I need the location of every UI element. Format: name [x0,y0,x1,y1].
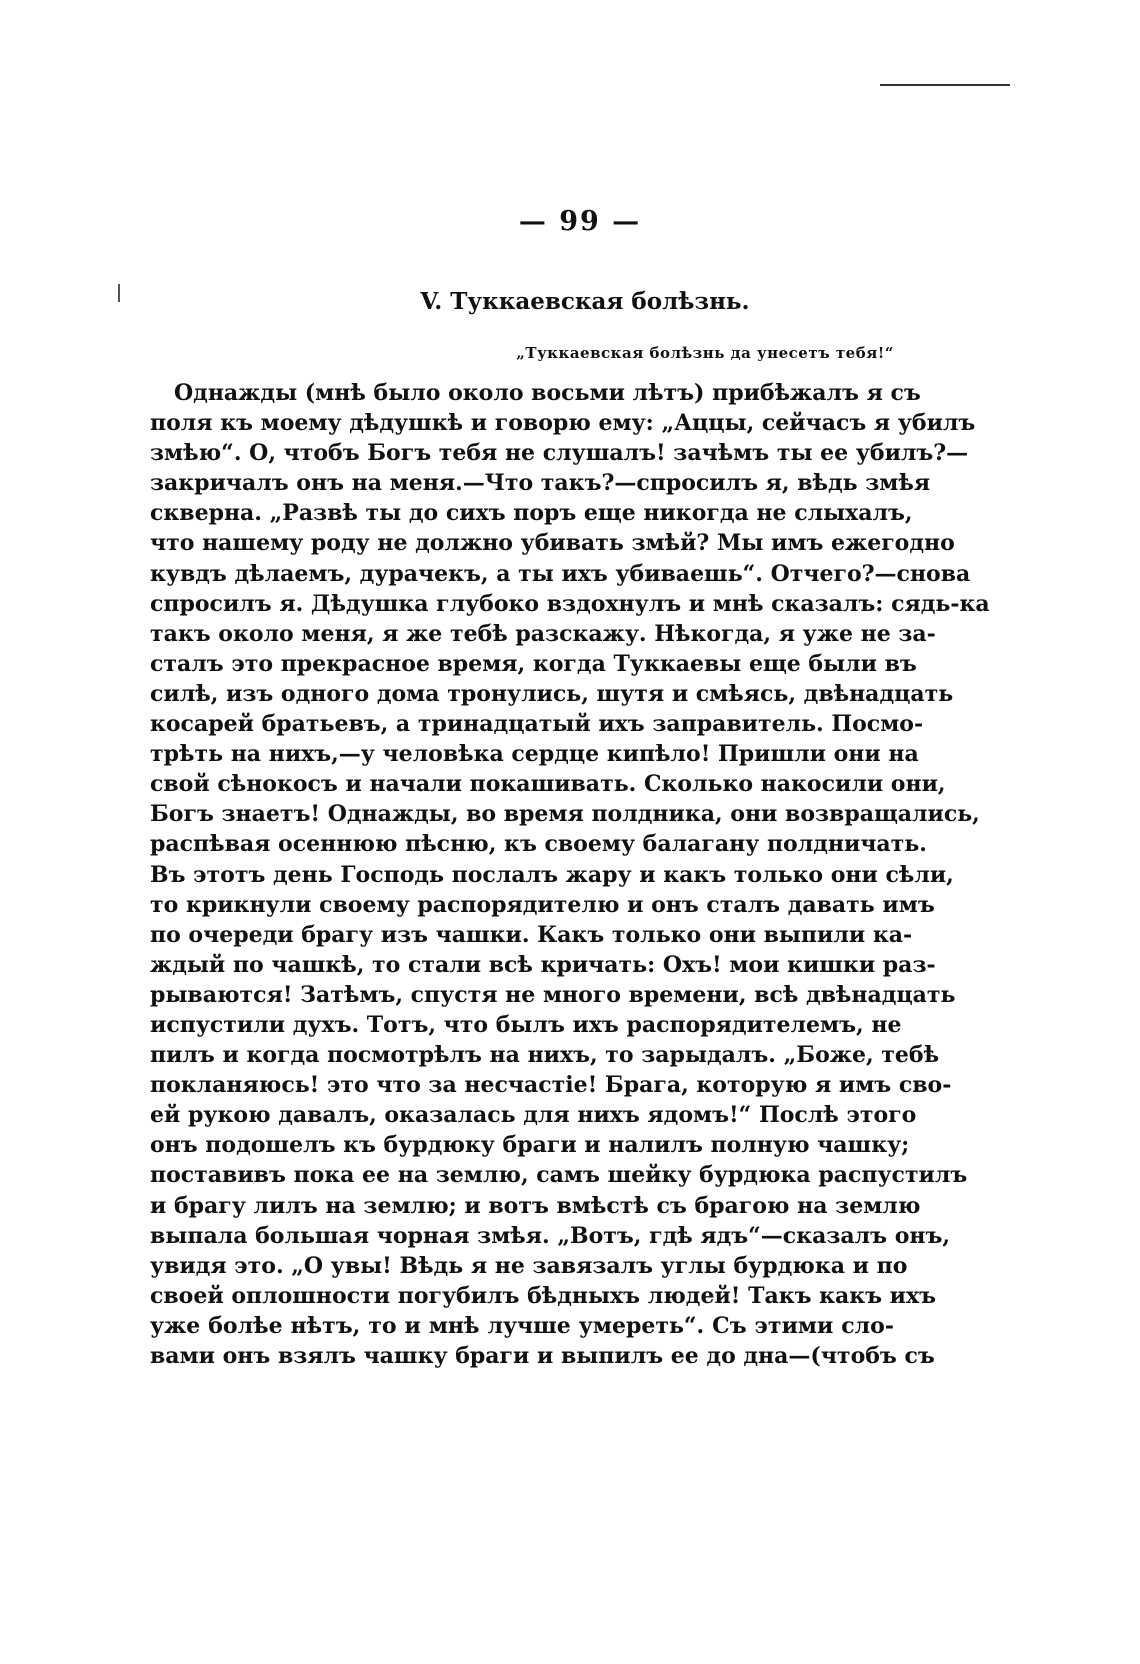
text-line: и брагу лилъ на землю; и вотъ вмѣстѣ съ брагою на землю [150,1192,921,1219]
text-line: Богъ знаетъ! Однажды, во время полдника, они возвращались, [150,801,980,828]
text-line: своей оплошности погубилъ бѣдныхъ людей! Такъ какъ ихъ [150,1282,936,1309]
text-line: то крикнули своему распорядителю и онъ сталъ давать имъ [150,891,935,918]
text-line: закричалъ онъ на меня.—Что такъ?—спросилъ я, вѣдь змѣя [150,470,931,497]
top-rule [880,84,1010,86]
text-line: змѣю“. О, чтобъ Богъ тебя не слушалъ! зачѣмъ ты ее убилъ?— [150,440,969,467]
text-line: кувдъ дѣлаемъ, дурачекъ, а ты ихъ убиваешь“. Отчего?—снова [150,560,971,587]
text-line: Однажды (мнѣ было около восьми лѣтъ) прибѣжалъ я съ [174,380,921,406]
text-line: поставивъ пока ее на землю, самъ шейку бурдюка распустилъ [150,1162,968,1189]
text-line: сталъ это прекрасное время, когда Туккаевы еще были въ [150,650,917,677]
chapter-title: V. Туккаевская болѣзнь. [420,288,750,315]
text-line: покланяюсь! это что за несчастіе! Брага, которую я имъ сво- [150,1072,952,1099]
text-line: по очереди брагу изъ чашки. Какъ только они выпили ка- [150,921,913,948]
text-line: поля къ моему дѣдушкѣ и говорю ему: „Аццы, сейчасъ я убилъ [150,410,976,437]
text-line: пилъ и когда посмотрѣлъ на нихъ, то зарыдалъ. „Боже, тебѣ [150,1042,940,1069]
epigraph: „Туккаевская болѣзнь да унесетъ тебя!“ [516,344,894,362]
text-line: вами онъ взялъ чашку браги и выпилъ ее до дна—(чтобъ съ [150,1343,935,1369]
text-line: косарей братьевъ, а тринадцатый ихъ заправитель. Посмо- [150,711,924,738]
text-line: ей рукою давалъ, оказалась для нихъ ядомъ!“ Послѣ этого [150,1102,917,1129]
text-line: что нашему роду не должно убивать змѣй? Мы имъ ежегодно [150,530,955,557]
text-line: трѣть на нихъ,—у человѣка сердце кипѣло! Пришли они на [150,741,919,768]
text-line: распѣвая осеннюю пѣсню, къ своему балагану полдничать. [150,831,927,858]
body-text [150,378,990,1371]
text-line: спросилъ я. Дѣдушка глубоко вздохнулъ и мнѣ сказалъ: сядь-ка [150,590,990,617]
text-line: Въ этотъ день Господь послалъ жару и какъ только они сѣли, [150,861,954,888]
page-number: — 99 — [518,206,642,237]
text-line: испустили духъ. Тотъ, что былъ ихъ распорядителемъ, не [150,1011,902,1038]
text-line: увидя это. „О увы! Вѣдь я не завязалъ углы бурдюка и по [150,1252,908,1279]
text-line: ждый по чашкѣ, то стали всѣ кричать: Охъ! мои кишки раз- [150,951,936,978]
text-line: выпала большая чорная змѣя. „Вотъ, гдѣ ядъ“—сказалъ онъ, [150,1222,951,1249]
text-line: рываются! Затѣмъ, спустя не много времени, всѣ двѣнадцать [150,981,956,1008]
text-line: свой сѣнокосъ и начали покашивать. Сколько накосили они, [150,771,946,798]
text-line: такъ около меня, я же тебѣ разскажу. Нѣкогда, я уже не за- [150,620,936,647]
text-line: уже болѣе нѣтъ, то и мнѣ лучше умереть“. Съ этими сло- [150,1312,894,1339]
text-line: скверна. „Развѣ ты до сихъ поръ еще никогда не слыхалъ, [150,500,913,527]
text-line: силѣ, изъ одного дома тронулись, шутя и смѣясь, двѣнадцать [150,680,954,707]
text-line: онъ подошелъ къ бурдюку браги и налилъ полную чашку; [150,1132,910,1159]
